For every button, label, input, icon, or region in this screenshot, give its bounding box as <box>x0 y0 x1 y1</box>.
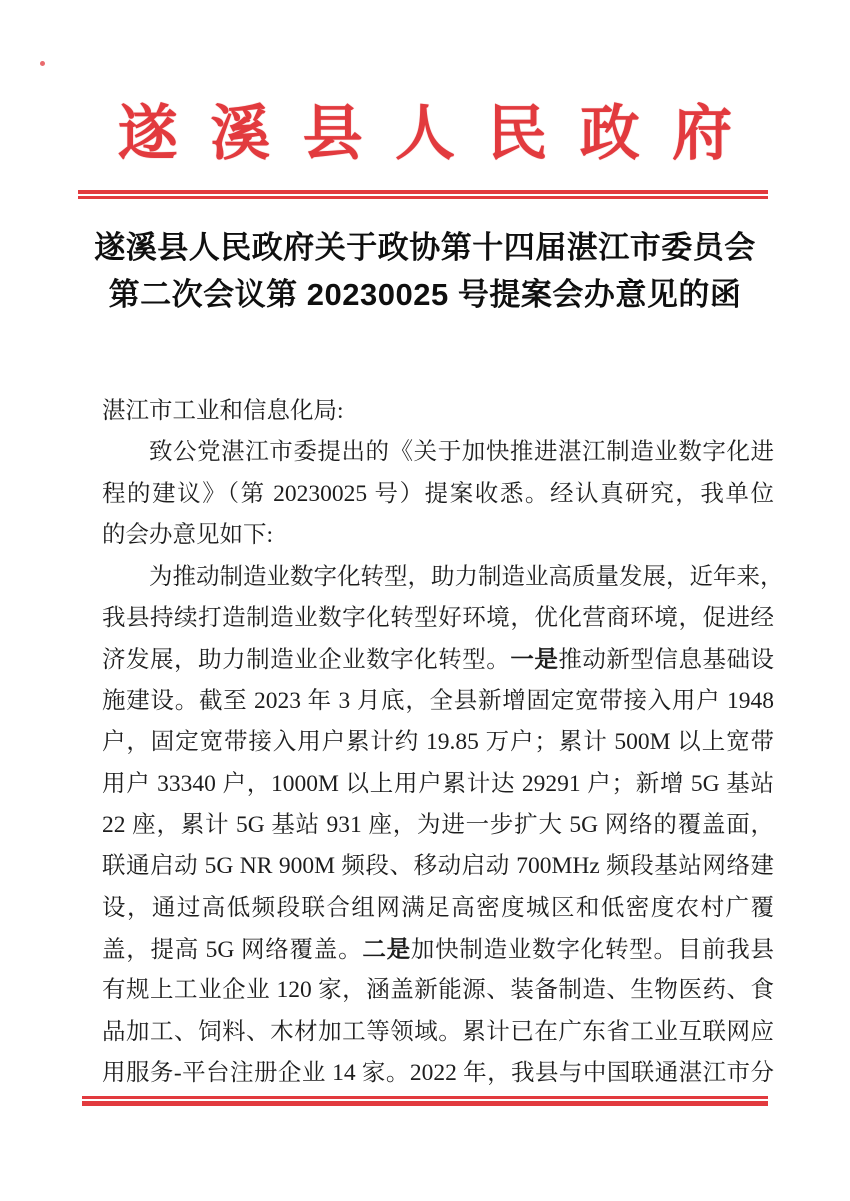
body-text-segment: 户，固定宽带接入用户累计约 19.85 万户；累计 500M 以上宽带 <box>102 729 774 756</box>
body-text-segment: 湛江市工业和信息化局: <box>102 398 344 424</box>
body-line-4 <box>102 515 774 556</box>
doc-title-line2: 第二次会议第 20230025 号提案会办意见的函 <box>108 277 742 312</box>
footer-rule-bottom <box>82 1101 768 1106</box>
body-text-segment: 致公党湛江市委提出的《关于加快推进湛江制造业数字化进 <box>149 439 774 466</box>
body-line-12 <box>102 846 774 887</box>
body-line-14 <box>102 929 774 970</box>
document-body <box>102 391 784 1095</box>
footer-rule <box>82 1096 768 1106</box>
body-line-6 <box>102 598 774 639</box>
body-text-segment: 济发展，助力制造业企业数字化转型。 <box>102 647 511 674</box>
body-line-9 <box>102 722 774 763</box>
scan-artifact-dot <box>40 61 45 66</box>
body-text-segment: 施建设。截至 2023 年 3 月底，全县新增固定宽带接入用户 1948 <box>102 687 774 714</box>
letterhead-rule-top <box>78 190 768 194</box>
body-line-7 <box>102 639 774 680</box>
body-text-segment: 加快制造业数字化转型。目前我县 <box>410 937 775 964</box>
footer-rule-top <box>82 1096 768 1099</box>
body-line-15 <box>102 970 774 1011</box>
body-line-8 <box>102 681 774 722</box>
body-text-segment: 联通启动 5G NR 900M 频段、移动启动 700MHz 频段基站网络建 <box>102 853 774 880</box>
body-text-segment: 设，通过高低频段联合组网满足高密度城区和低密度农村广覆 <box>102 894 774 921</box>
org-title: 遂溪县人民政府 <box>117 101 765 167</box>
body-text-segment: 有规上工业企业 120 家，涵盖新能源、装备制造、生物医药、食 <box>102 977 774 1004</box>
body-text-segment: 用服务-平台注册企业 14 家。2022 年，我县与中国联通湛江市分 <box>102 1060 774 1087</box>
body-text-segment: 品加工、饲料、木材加工等领域。累计已在广东省工业互联网应 <box>102 1018 774 1045</box>
doc-title <box>55 224 795 318</box>
body-text-segment: 22 座，累计 5G 基站 931 座，为进一步扩大 5G 网络的覆盖面， <box>102 811 774 838</box>
body-line-11 <box>102 805 774 846</box>
letterhead-rule <box>78 190 768 199</box>
body-line-16 <box>102 1012 774 1053</box>
body-line-17 <box>102 1053 774 1094</box>
body-line-10 <box>102 764 774 805</box>
body-text-segment: 盖，提高 5G 网络覆盖。 <box>102 937 363 964</box>
body-emphasis: 二是 <box>362 936 411 963</box>
body-text-segment: 的会办意见如下: <box>102 522 274 549</box>
body-text-segment: 我县持续打造制造业数字化转型好环境，优化营商环境，促进经 <box>102 604 774 631</box>
body-text-segment: 用户 33340 户，1000M 以上用户累计达 29291 户；新增 5G 基站 <box>102 770 774 797</box>
body-emphasis: 一是 <box>510 646 559 673</box>
body-text-segment: 程的建议》（第 20230025 号）提案收悉。经认真研究，我单位 <box>102 480 774 507</box>
letterhead-rule-bottom <box>78 196 768 199</box>
body-line-13 <box>102 888 774 929</box>
body-line-2 <box>102 432 774 473</box>
body-text-segment: 为推动制造业数字化转型，助力制造业高质量发展，近年来， <box>149 563 784 590</box>
body-line-3 <box>102 474 774 515</box>
body-line-5 <box>102 557 784 598</box>
body-line-1 <box>102 391 774 432</box>
doc-title-line1: 遂溪县人民政府关于政协第十四届湛江市委员会 <box>94 230 756 265</box>
body-text-segment: 推动新型信息基础设 <box>558 647 775 674</box>
